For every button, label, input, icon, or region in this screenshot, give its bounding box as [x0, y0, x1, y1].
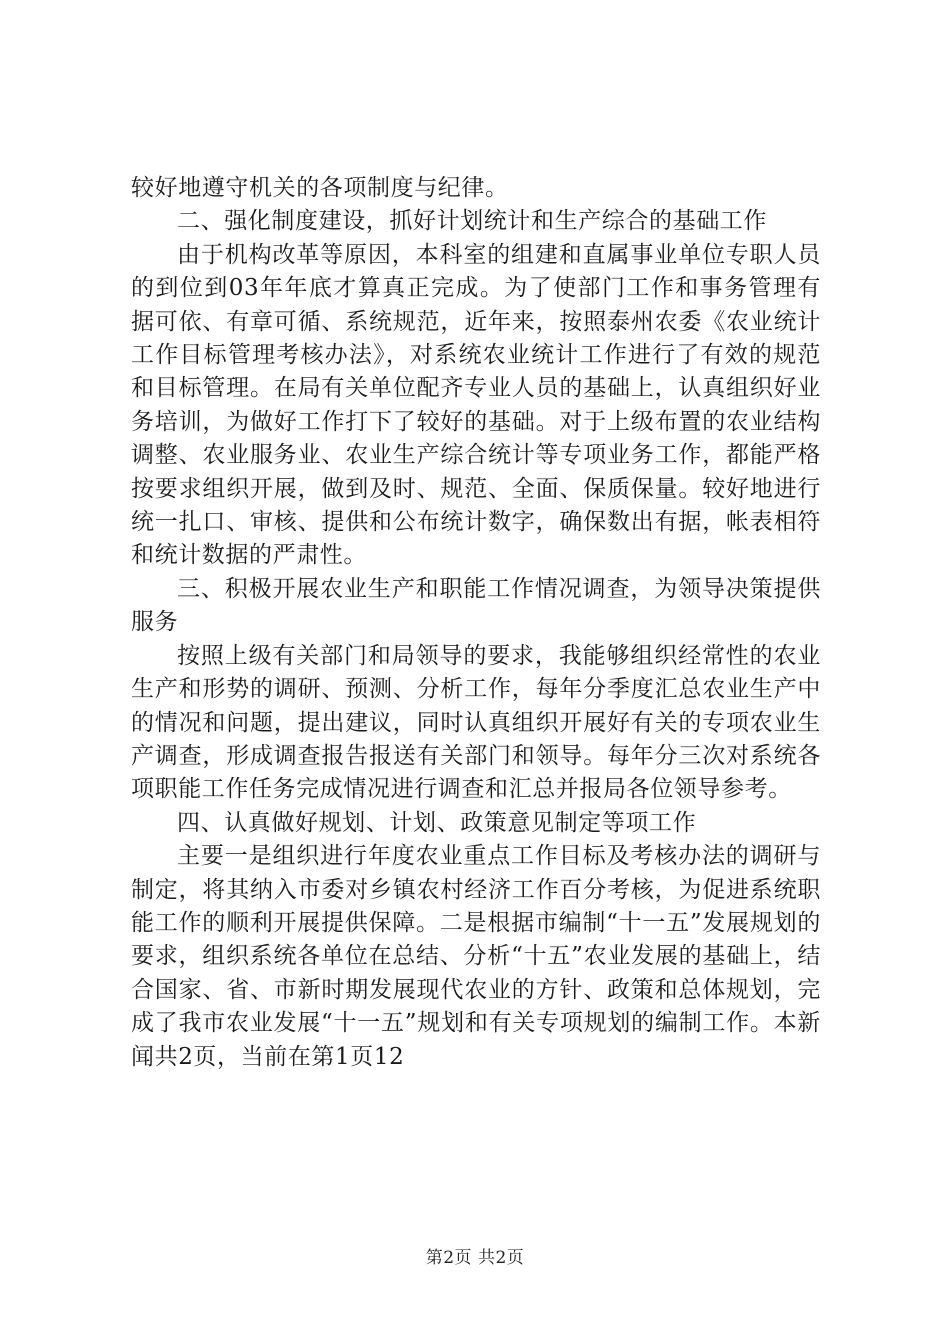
section-heading-3: 三、积极开展农业生产和职能工作情况调查，为领导决策提供服务 [131, 575, 821, 636]
section-heading-2: 二、强化制度建设，抓好计划统计和生产综合的基础工作 [177, 208, 767, 235]
paragraph-section-3: 按照上级有关部门和局领导的要求，我能够组织经常性的农业生产和形势的调研、预测、分析工作，每年分季度汇总农业生产中的情况和问题，提出建议，同时认真组织开展好有关的专项农业生产调查，形成调查报告报送有关部门和领导。每年分三次对系统各项职能工作任务完成情况进行调查和汇总并报局各位领导参考。 [131, 642, 821, 803]
paragraph-closing-line: 较好地遵守机关的各项制度与纪律。 [131, 175, 509, 201]
paragraph-section-2: 由于机构改革等原因，本科室的组建和直属事业单位专职人员的到位到03年年底才算真正完成。为了使部门工作和事务管理有据可依、有章可循、系统规范，近年来，按照泰州农委《农业统计工作目标管理考核办法》，对系统农业统计工作进行了有效的规范和目标管理。在局有关单位配齐专业人员的基础上，认真组织好业务培训，为做好工作打下了较好的基础。对于上级布置的农业结构调整、农业服务业、农业生产综合统计等专项业务工作，都能严格按要求组织开展，做到及时、规范、全面、保质保量。较好地进行统一扎口、审核、提供和公布统计数字，确保数出有据，帐表相符和统计数据的严肃性。 [131, 241, 821, 569]
paragraph-section-4: 主要一是组织进行年度农业重点工作目标及考核办法的调研与制定，将其纳入市委对乡镇农村经济工作百分考核，为促进系统职能工作的顺利开展提供保障。二是根据市编制“十一五”发展规划的要求，组织系统各单位在总结、分析“十五”农业发展的基础上，结合国家、省、市新时期发展现代农业的方针、政策和总体规划，完成了我市农业发展“十一五”规划和有关专项规划的编制工作。本新闻共2页，当前在第1页12 [131, 843, 821, 1070]
page-footer: 第2页 共2页 [425, 1248, 525, 1268]
section-heading-4: 四、认真做好规划、计划、政策意见制定等项工作 [177, 809, 697, 836]
document-body [131, 172, 821, 1074]
